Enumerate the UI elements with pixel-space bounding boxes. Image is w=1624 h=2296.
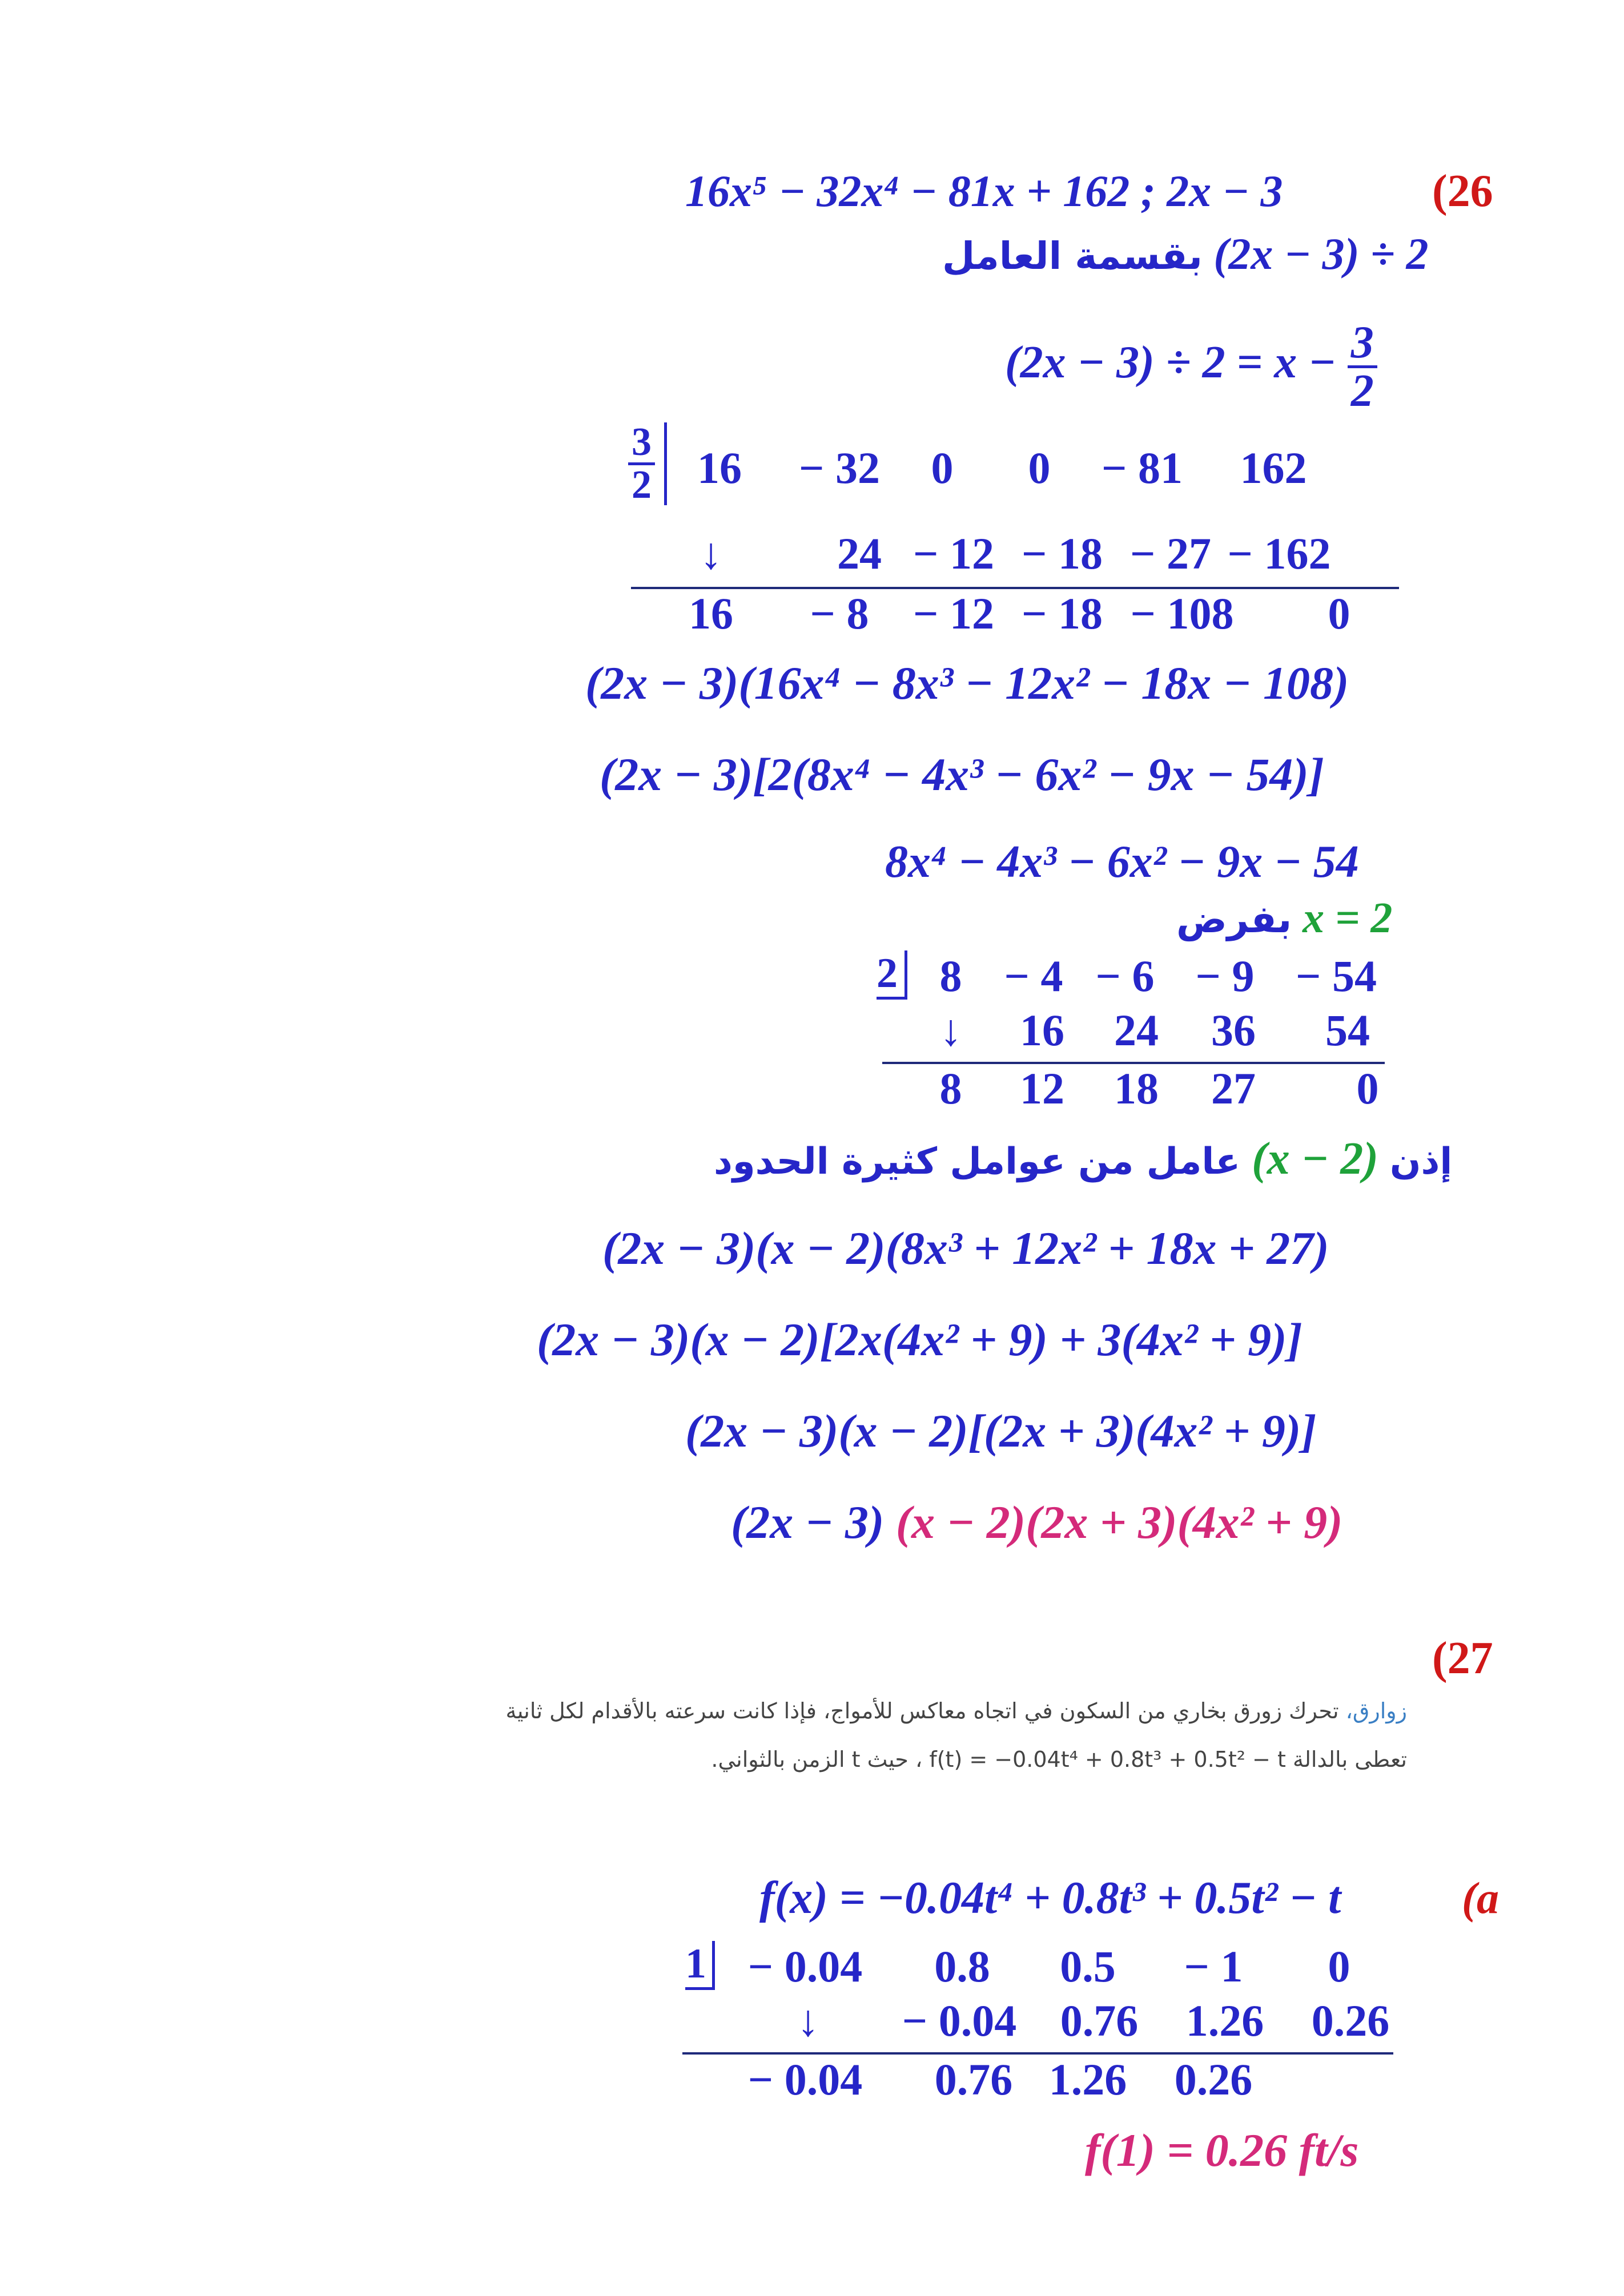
cell: 16 bbox=[697, 443, 742, 493]
cell: − 9 bbox=[1195, 951, 1255, 1001]
step-1: (2x − 3)(16x⁴ − 8x³ − 12x² − 18x − 108) bbox=[585, 657, 1349, 709]
final-factor-a: (2x − 3) bbox=[731, 1496, 885, 1548]
step-2: (2x − 3)[2(8x⁴ − 4x³ − 6x² − 9x − 54)] bbox=[600, 748, 1324, 800]
cell: − 6 bbox=[1095, 951, 1155, 1001]
cell: 0 bbox=[1028, 443, 1051, 493]
cell: 36 bbox=[1211, 1005, 1256, 1055]
cell: 162 bbox=[1240, 443, 1307, 493]
step-4: (2x − 3)(x − 2)(8x³ + 12x² + 18x + 27) bbox=[602, 1222, 1329, 1274]
cell: 8 bbox=[939, 1064, 962, 1113]
division-3-divisor bbox=[685, 1941, 715, 1990]
cell: 0 bbox=[1328, 1941, 1350, 1991]
conclusion-expression: (x − 2) bbox=[1252, 1134, 1378, 1184]
cell: − 4 bbox=[1004, 951, 1063, 1001]
problem-27-label: زوارق، bbox=[1345, 1698, 1407, 1723]
cell: ↓ bbox=[797, 1996, 819, 2045]
cell: 0.76 bbox=[1060, 1996, 1139, 2045]
cell: 0.26 bbox=[1311, 1996, 1390, 2045]
problem-number-26: (26 bbox=[1432, 166, 1493, 216]
cell: − 12 bbox=[913, 589, 994, 638]
cell: − 54 bbox=[1296, 951, 1377, 1001]
cell: 0 bbox=[1328, 589, 1350, 638]
step-5: (2x − 3)(x − 2)[2x(4x² + 9) + 3(4x² + 9)] bbox=[537, 1314, 1303, 1365]
cell: − 162 bbox=[1227, 529, 1331, 578]
factor-expression: (2x − 3) ÷ 2 bbox=[1213, 229, 1429, 279]
step-6: (2x − 3)(x − 2)[(2x + 3)(4x² + 9)] bbox=[685, 1405, 1317, 1457]
fraction-denominator: 2 bbox=[1350, 366, 1374, 416]
assume-line bbox=[1176, 893, 1392, 943]
final-factor-rest: (x − 2)(2x + 3)(4x² + 9) bbox=[895, 1496, 1343, 1548]
problem-number-27: (27 bbox=[1432, 1633, 1493, 1683]
part-a-result bbox=[1085, 2124, 1358, 2177]
step-3: 8x⁴ − 4x³ − 6x² − 9x − 54 bbox=[885, 837, 1359, 887]
assume-expression: x = 2 bbox=[1303, 894, 1393, 942]
cell: 0.26 bbox=[1174, 2055, 1253, 2104]
cell: ↓ bbox=[700, 529, 722, 578]
divisor-3-value: 1 bbox=[685, 1940, 706, 1987]
part-a-result-text: f(1) = 0.26 ft/s bbox=[1085, 2124, 1359, 2176]
cell: 0 bbox=[1356, 1064, 1379, 1113]
cell: − 32 bbox=[799, 443, 880, 493]
factor-equation bbox=[1005, 317, 1377, 416]
cell: − 27 bbox=[1130, 529, 1211, 578]
cell: − 1 bbox=[1184, 1941, 1243, 1991]
fraction-three-halves bbox=[1348, 317, 1377, 416]
factor-equation-left: (2x − 3) ÷ 2 = x − bbox=[1005, 337, 1336, 388]
fraction-numerator: 3 bbox=[1348, 320, 1377, 368]
cell: 0.76 bbox=[934, 2055, 1013, 2104]
factor-text: بقسمة العامل bbox=[942, 234, 1203, 278]
assume-text: بفرض bbox=[1176, 897, 1292, 941]
cell: 8 bbox=[939, 951, 962, 1001]
cell: − 0.04 bbox=[747, 2055, 863, 2104]
cell: 1.26 bbox=[1048, 2055, 1127, 2104]
cell: ↓ bbox=[939, 1005, 962, 1055]
divisor-2-value: 2 bbox=[877, 950, 898, 997]
cell: 0 bbox=[931, 443, 954, 493]
problem-27-text-line-1 bbox=[505, 1698, 1407, 1723]
cell: 12 bbox=[1020, 1064, 1064, 1113]
problem-26-expression: 16x⁵ − 32x⁴ − 81x + 162 ; 2x − 3 bbox=[685, 166, 1283, 216]
part-a-function: f(x) = −0.04t⁴ + 0.8t³ + 0.5t² − t bbox=[759, 1873, 1341, 1923]
cell: 0.5 bbox=[1060, 1941, 1116, 1991]
cell: 16 bbox=[689, 589, 733, 638]
divisor-denominator: 2 bbox=[632, 463, 652, 507]
conclusion-text: إذن bbox=[1389, 1141, 1453, 1183]
cell: − 108 bbox=[1130, 589, 1234, 638]
problem-27-sentence-1: تحرك زورق بخاري من السكون في اتجاه معاكس للأمواج، فإذا كانت سرعته بالأقدام لكل ثانية bbox=[505, 1698, 1339, 1723]
cell: − 81 bbox=[1102, 443, 1183, 493]
part-a-label: (a bbox=[1462, 1873, 1499, 1923]
cell: 54 bbox=[1325, 1005, 1370, 1055]
cell: − 0.04 bbox=[747, 1941, 863, 1991]
cell: 1.26 bbox=[1185, 1996, 1264, 2045]
factor-line bbox=[942, 228, 1428, 280]
cell: 24 bbox=[837, 529, 882, 578]
cell: 24 bbox=[1114, 1005, 1159, 1055]
final-factorization bbox=[731, 1496, 1342, 1549]
cell: 16 bbox=[1020, 1005, 1064, 1055]
cell: 0.8 bbox=[934, 1941, 990, 1991]
cell: − 0.04 bbox=[902, 1996, 1017, 2045]
cell: − 8 bbox=[810, 589, 869, 638]
divisor-numerator: 3 bbox=[628, 422, 655, 465]
problem-27-text-line-2: تعطى بالدالة f(t) = −0.04t⁴ + 0.8t³ + 0.5t² − t ، حيث t الزمن بالثواني. bbox=[711, 1747, 1407, 1772]
cell: − 18 bbox=[1022, 589, 1103, 638]
cell: − 12 bbox=[913, 529, 994, 578]
cell: 27 bbox=[1211, 1064, 1256, 1113]
conclusion-rest: عامل من عوامل كثيرة الحدود bbox=[714, 1141, 1241, 1183]
cell: 18 bbox=[1114, 1064, 1159, 1113]
cell: − 18 bbox=[1022, 529, 1103, 578]
conclusion-line bbox=[714, 1133, 1452, 1185]
